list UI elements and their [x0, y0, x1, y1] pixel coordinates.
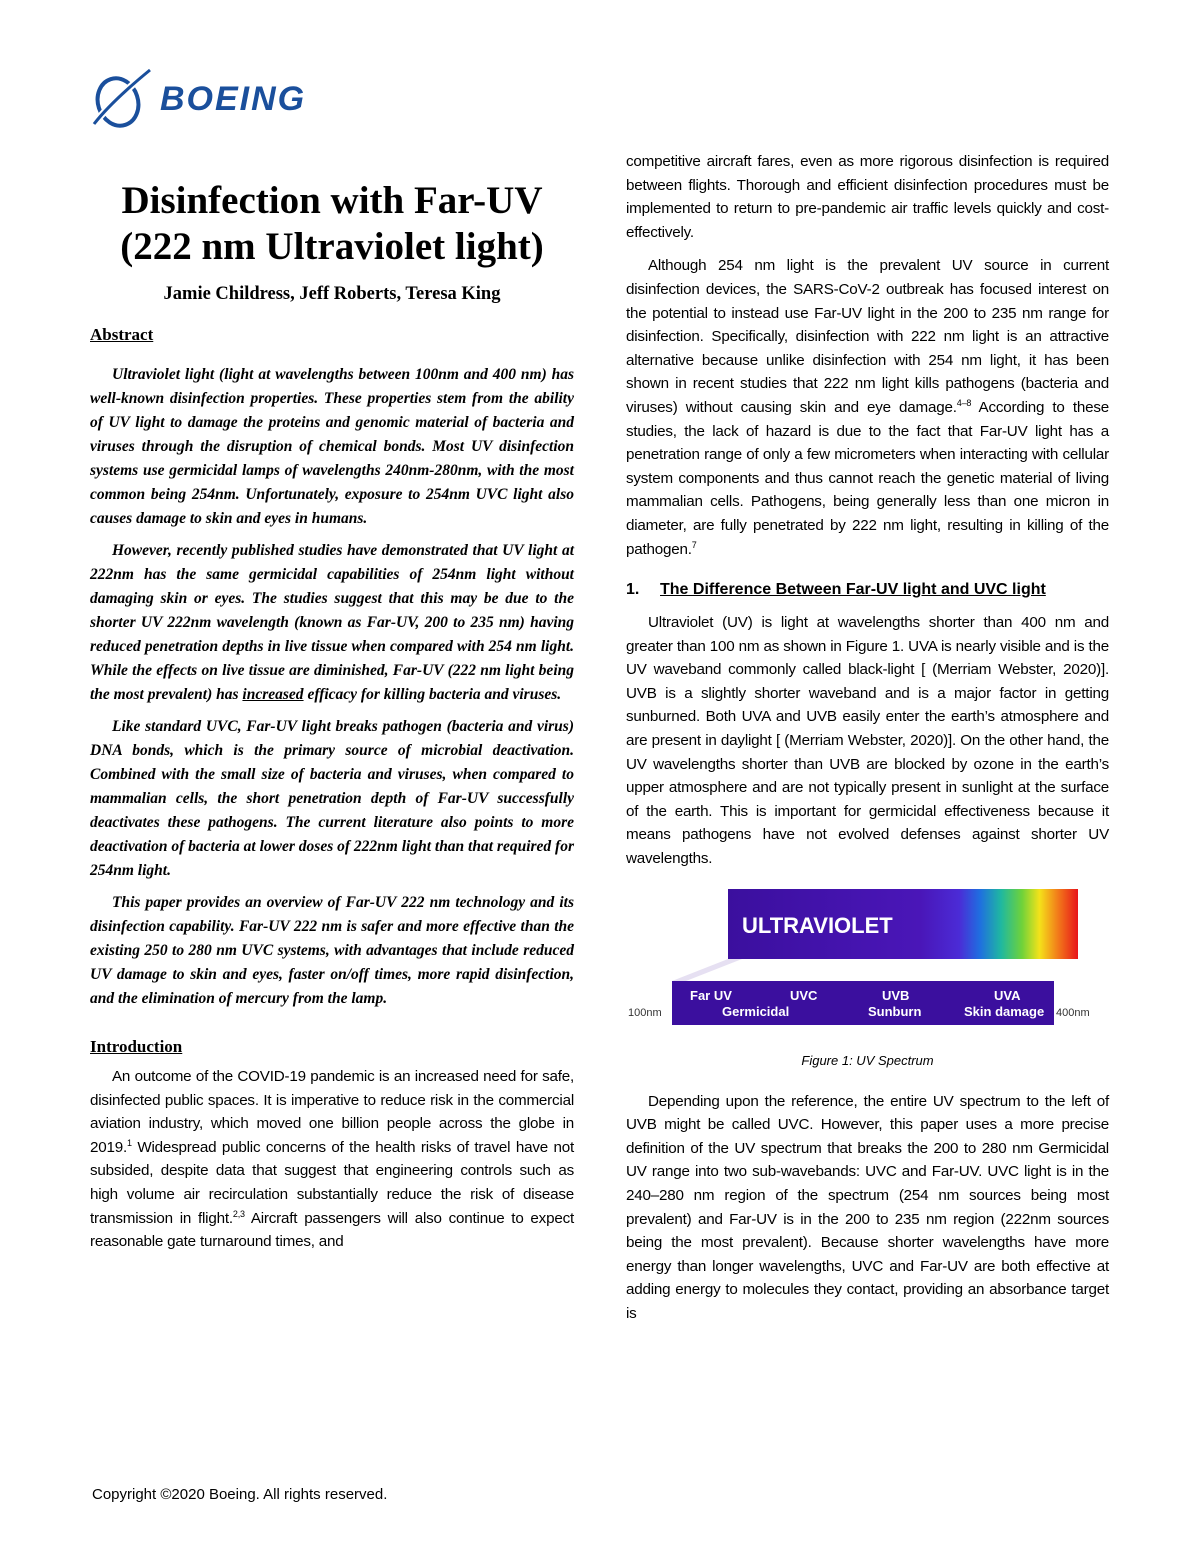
- citation: 2,3: [232, 1208, 245, 1219]
- introduction-paragraph: [90, 1065, 574, 1254]
- authors: Jamie Childress, Jeff Roberts, Teresa King: [163, 284, 501, 304]
- citation: 1: [127, 1137, 132, 1148]
- body-paragraph: competitive aircraft fares, even as more rigorous disinfection is required between flights. Thorough and efficient disinfection procedures must be implemented to return to pre-pandemic air traffic levels quickly and cost-effectively.: [626, 153, 1109, 241]
- body-paragraph: Ultraviolet (UV) is light at wavelengths shorter than 400 nm and greater than 100 nm as shown in Figure 1. UVA is nearly visible and is the UV waveband commonly called black-light [ (Merriam Webster, 2020)]. UVB is a slightly shorter waveband and is a major factor in getting sunburned. Both UVA and UVB easily enter the earth’s atmosphere and are present in daylight [ (Merriam Webster, 2020)]. On the other hand, the UV wavelengths shorter than UVB are blocked by ozone in the earth’s upper atmosphere and are not typically present in sunlight at the surface of the earth. This is important for germicidal effectiveness because it means pathogens have not evolved defenses against shorter UV wavelengths.: [626, 614, 1109, 868]
- wavelength-max-label: 400nm: [1056, 1006, 1090, 1019]
- section-number: 1.: [626, 581, 640, 599]
- right-column: [626, 150, 1109, 1336]
- boeing-wordmark: BOEING: [160, 80, 307, 118]
- introduction-body: [90, 1065, 574, 1254]
- body-paragraph: Depending upon the reference, the entire UV spectrum to the left of UVB might be called UVC. However, this paper uses a more precise definition of the UV spectrum that breaks the 200 to 280 nm Germicidal UV range into two sub-wavebands: UVC and Far-UV. UVC light is in the 240–280 nm region of the spectrum (254 nm sources being most prevalent) and Far-UV is in the 200 to 235 nm region (222nm sources being the most prevalent). Because shorter wavelengths have more energy than longer wavelengths, UVC and Far-UV are both effective at adding energy to molecules they contact, providing an absorbance target is: [626, 1092, 1109, 1322]
- boeing-globe-icon: [88, 66, 378, 134]
- abstract-paragraph: Ultraviolet light (light at wavelengths between 100nm and 400 nm) has well-known disinfection properties. These properties stem from the ability of UV light to damage the proteins and genomic material of bacteria and viruses through the disruption of chemical bonds. Most UV disinfection systems use germicidal lamps of wavelengths 240nm-280nm, with the most common being 254nm. Unfortunately, exposure to 254nm UVC light also causes damage to skin and eyes in humans.: [90, 366, 574, 527]
- body-paragraph: [626, 254, 1109, 561]
- left-column: [90, 178, 574, 1264]
- abstract-body: [90, 363, 574, 1011]
- body-text: Widespread public concerns of the health risks of travel have not subsided, despite data that suggest that engineering controls such as high volume air recirculation substantially reduce the risk of disease transmission in flight.: [90, 1138, 574, 1227]
- body-text: An outcome of the COVID-19 pandemic is an increased need for safe, disinfected public spaces. It is imperative to reduce risk in the commercial aviation industry, which moved one billion people across the globe in 2019.: [90, 1068, 574, 1156]
- band-sublabel: Sunburn: [868, 1003, 922, 1019]
- abstract-paragraph: This paper provides an overview of Far-UV 222 nm technology and its disinfection capability. Far-UV 222 nm is safer and more effective than the existing 250 to 280 nm UVC systems, with advantages that include reduced UV damage to skin and eyes, faster on/off times, more rapid disinfection, and the elimination of mercury from the lamp.: [90, 894, 574, 1007]
- citation: 4–8: [956, 397, 972, 408]
- abstract-paragraph: Like standard UVC, Far-UV light breaks pathogen (bacteria and virus) DNA bonds, which is the primary source of microbial deactivation. Combined with the small size of bacteria and viruses, when compared to mammalian cells, the short penetration depth of Far-UV successfully deactivates these pathogens. The current literature also points to more deactivation of bacteria at lower doses of 222nm light than that required for 254nm light.: [90, 718, 574, 879]
- section-title: The Difference Between Far-UV light and UVC light: [660, 581, 1046, 599]
- paper-title: [90, 178, 574, 270]
- boeing-logo: [88, 66, 378, 134]
- band-label: UVA: [994, 987, 1021, 1003]
- abstract-text: However, recently published studies have demonstrated that UV light at 222nm has the same germicidal capabilities of 254nm light without damaging skin or eyes. The studies suggest that this may be due to the shorter UV 222nm wavelength (known as Far-UV, 200 to 235 nm) having reduced penetration depths in live tissue when compared with 254 nm light. While the effects on live tissue are diminished, Far-UV (222 nm light being the most prevalent) has: [90, 542, 574, 703]
- abstract-paragraph: [90, 539, 574, 707]
- title-line-1: Disinfection with Far-UV: [121, 179, 543, 222]
- introduction-heading: Introduction: [90, 1037, 183, 1056]
- wavelength-min-label: 100nm: [628, 1006, 662, 1019]
- banner-label: ULTRAVIOLET: [742, 912, 893, 938]
- figure-caption: Figure 1: UV Spectrum: [801, 1052, 934, 1068]
- emphasis-increased: increased: [242, 686, 304, 703]
- body-text: Although 254 nm light is the prevalent UV source in current disinfection devices, the SARS-CoV-2 outbreak has focused interest on the potential to instead use Far-UV light in the 200 to 235 nm range for disinfection. Specifically, disinfection with 222 nm light is an attractive alternative because unlike disinfection with 254 nm light, it has been shown in recent studies that 222 nm light kills pathogens (bacteria and viruses) without causing skin and eye damage.: [626, 257, 1109, 416]
- band-label: UVB: [882, 987, 910, 1003]
- body-text: Aircraft passengers will also continue to expect reasonable gate turnaround times, and: [90, 1209, 574, 1251]
- uv-spectrum-figure: [626, 889, 1109, 1049]
- section-1-heading: [626, 581, 1109, 599]
- zoom-wedge: [672, 959, 742, 981]
- band-sublabel: Germicidal: [722, 1003, 790, 1019]
- title-line-2: (222 nm Ultraviolet light): [120, 225, 544, 268]
- body-text: According to these studies, the lack of hazard is due to the fact that Far-UV light has a penetration range of only a few micrometers when interacting with cellular system components and thus cannot reach the genetic material of living mammalian cells. Pathogens, being generally less than one micron in diameter, are fully penetrated by 222 nm light, resulting in killing of the pathogen.: [626, 398, 1109, 558]
- band-label: Far UV: [690, 987, 732, 1003]
- copyright-footer: Copyright ©2020 Boeing. All rights reserved.: [92, 1486, 388, 1503]
- band-label: UVC: [790, 987, 818, 1003]
- uv-spectrum-graphic: [626, 889, 1109, 1029]
- citation: 7: [691, 539, 697, 550]
- band-sublabel: Skin damage: [964, 1003, 1045, 1019]
- abstract-text: efficacy for killing bacteria and viruses.: [303, 686, 562, 703]
- abstract-heading: Abstract: [90, 325, 154, 344]
